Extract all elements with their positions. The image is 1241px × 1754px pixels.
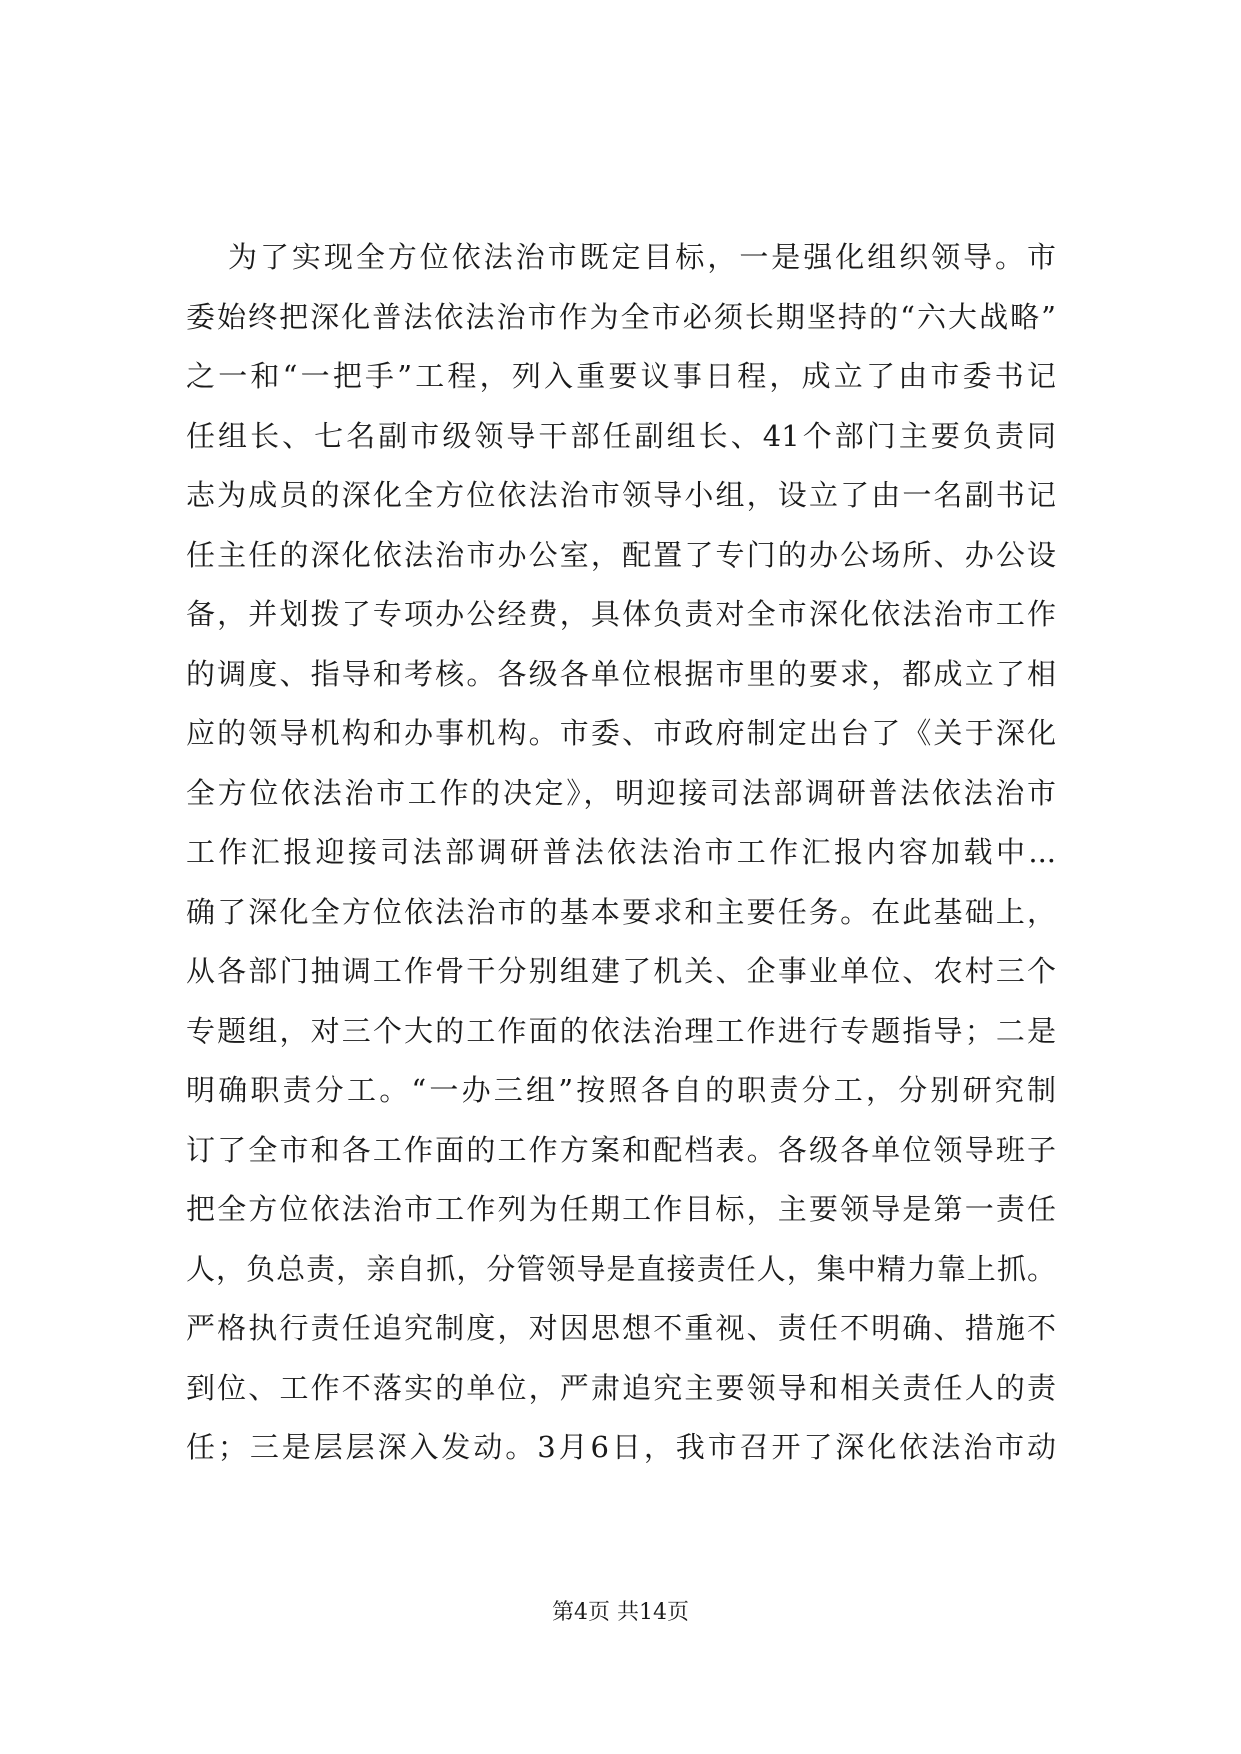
text-line: 专题组，对三个大的工作面的依法治理工作进行专题指导；二是 — [186, 1013, 1056, 1048]
text-line: 全方位依法治市工作的决定》，明迎接司法部调研普法依法治市 — [186, 775, 1056, 810]
text-line: 任组长、七名副市级领导干部任副组长、41个部门主要负责同 — [186, 418, 1056, 453]
text-line: 任主任的深化依法治市办公室，配置了专门的办公场所、办公设 — [186, 537, 1056, 572]
page-number-footer: 第4页 共14页 — [552, 1600, 689, 1625]
text-line: 把全方位依法治市工作列为任期工作目标，主要领导是第一责任 — [186, 1192, 1056, 1226]
text-line: 应的领导机构和办事机构。市委、市政府制定出台了《关于深化 — [186, 716, 1056, 750]
text-line: 备，并划拨了专项办公经费，具体负责对全市深化依法治市工作 — [186, 597, 1056, 631]
text-line: 从各部门抽调工作骨干分别组建了机关、企事业单位、农村三个 — [186, 954, 1056, 988]
text-line: 之一和“一把手”工程，列入重要议事日程，成立了由市委书记 — [186, 359, 1056, 393]
body-paragraph — [186, 228, 1056, 1478]
text-line: 工作汇报迎接司法部调研普法依法治市工作汇报内容加载中... — [186, 835, 1056, 869]
text-line: 订了全市和各工作面的工作方案和配档表。各级各单位领导班子 — [186, 1132, 1056, 1167]
text-line: 为了实现全方位依法治市既定目标，一是强化组织领导。市 — [228, 240, 1056, 274]
text-line: 到位、工作不落实的单位，严肃追究主要领导和相关责任人的责 — [186, 1370, 1056, 1405]
text-line: 明确职责分工。“一办三组”按照各自的职责分工，分别研究制 — [186, 1073, 1056, 1107]
text-line: 志为成员的深化全方位依法治市领导小组，设立了由一名副书记 — [186, 478, 1056, 512]
text-line: 严格执行责任追究制度，对因思想不重视、责任不明确、措施不 — [186, 1311, 1056, 1345]
text-line: 确了深化全方位依法治市的基本要求和主要任务。在此基础上， — [186, 894, 1056, 929]
text-line: 任；三是层层深入发动。3月6日，我市召开了深化依法治市动 — [186, 1430, 1056, 1464]
text-line: 人，负总责，亲自抓，分管领导是直接责任人，集中精力靠上抓。 — [186, 1251, 1056, 1286]
text-line: 委始终把深化普法依法治市作为全市必须长期坚持的“六大战略” — [186, 299, 1056, 334]
text-line: 的调度、指导和考核。各级各单位根据市里的要求，都成立了相 — [186, 656, 1056, 691]
